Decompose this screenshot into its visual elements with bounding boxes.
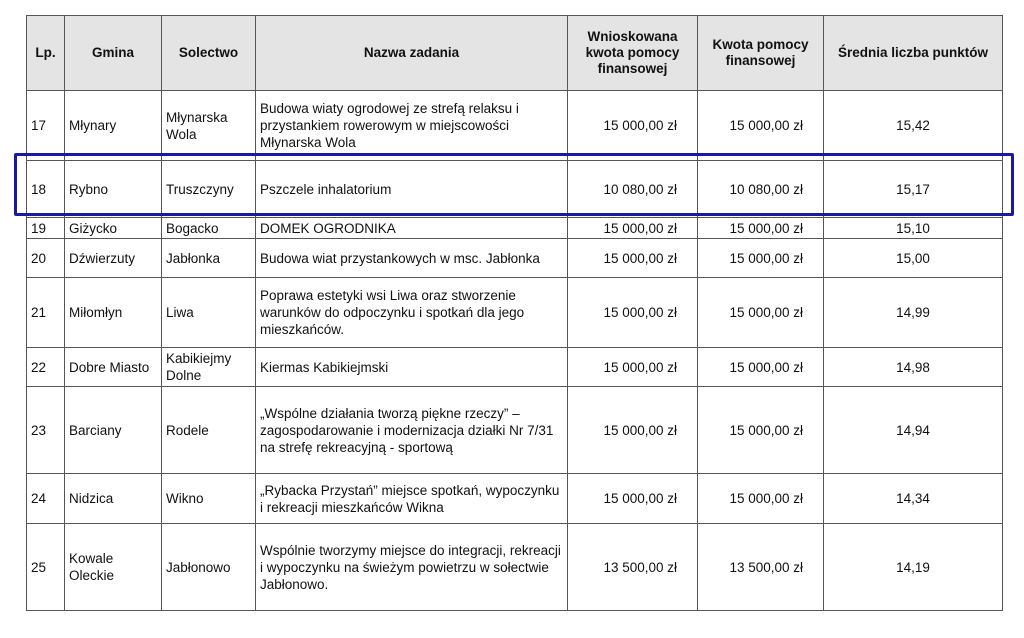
cell-gmina: Kowale Oleckie <box>65 524 162 611</box>
cell-zadanie: „Rybacka Przystań” miejsce spotkań, wypoczynku i rekreacji mieszkańców Wikna <box>256 474 568 524</box>
table-row <box>27 474 1003 524</box>
cell-gmina: Nidzica <box>65 474 162 524</box>
cell-wnioskowana: 13 500,00 zł <box>568 524 698 611</box>
cell-srednia: 15,10 <box>824 218 1003 239</box>
cell-zadanie: Budowa wiaty ogrodowej ze strefą relaksu i przystankiem rowerowym w miejscowości Młynarska Wola <box>256 91 568 161</box>
cell-zadanie: DOMEK OGRODNIKA <box>256 218 568 239</box>
cell-solectwo: Jabłonowo <box>162 524 256 611</box>
header-nazwa-zadania: Nazwa zadania <box>256 16 568 91</box>
header-lp: Lp. <box>27 16 65 91</box>
table-row <box>27 387 1003 474</box>
cell-lp: 22 <box>27 348 65 387</box>
cell-solectwo: Liwa <box>162 278 256 348</box>
cell-srednia: 15,17 <box>824 161 1003 218</box>
cell-kwota: 15 000,00 zł <box>698 387 824 474</box>
cell-kwota: 15 000,00 zł <box>698 91 824 161</box>
cell-solectwo: Truszczyny <box>162 161 256 218</box>
cell-wnioskowana: 15 000,00 zł <box>568 278 698 348</box>
cell-zadanie: Budowa wiat przystankowych w msc. Jabłonka <box>256 239 568 278</box>
cell-solectwo: Młynarska Wola <box>162 91 256 161</box>
cell-zadanie: Pszczele inhalatorium <box>256 161 568 218</box>
table-row <box>27 239 1003 278</box>
cell-gmina: Miłomłyn <box>65 278 162 348</box>
header-srednia-punktow: Średnia liczba punktów <box>824 16 1003 91</box>
cell-kwota: 15 000,00 zł <box>698 239 824 278</box>
cell-lp: 23 <box>27 387 65 474</box>
cell-gmina: Rybno <box>65 161 162 218</box>
cell-lp: 20 <box>27 239 65 278</box>
cell-srednia: 14,99 <box>824 278 1003 348</box>
funding-table <box>26 15 1003 611</box>
header-gmina: Gmina <box>65 16 162 91</box>
cell-lp: 17 <box>27 91 65 161</box>
cell-srednia: 15,00 <box>824 239 1003 278</box>
funding-table-sheet <box>26 15 1002 611</box>
cell-srednia: 14,98 <box>824 348 1003 387</box>
table-header-row <box>27 16 1003 91</box>
cell-lp: 25 <box>27 524 65 611</box>
cell-zadanie: Poprawa estetyki wsi Liwa oraz stworzenie warunków do odpoczynku i spotkań dla jego mieszkańców. <box>256 278 568 348</box>
cell-wnioskowana: 15 000,00 zł <box>568 387 698 474</box>
cell-wnioskowana: 15 000,00 zł <box>568 91 698 161</box>
cell-solectwo: Rodele <box>162 387 256 474</box>
cell-wnioskowana: 10 080,00 zł <box>568 161 698 218</box>
cell-zadanie: „Wspólne działania tworzą piękne rzeczy” – zagospodarowanie i modernizacja działki Nr 7/31 na strefę rekreacyjną - sportową <box>256 387 568 474</box>
header-solectwo: Solectwo <box>162 16 256 91</box>
cell-lp: 24 <box>27 474 65 524</box>
cell-zadanie: Wspólnie tworzymy miejsce do integracji, rekreacji i wypoczynku na świeżym powietrzu w sołectwie Jabłonowo. <box>256 524 568 611</box>
cell-kwota: 13 500,00 zł <box>698 524 824 611</box>
cell-lp: 18 <box>27 161 65 218</box>
cell-gmina: Młynary <box>65 91 162 161</box>
table-row <box>27 161 1003 218</box>
table-row <box>27 524 1003 611</box>
cell-lp: 21 <box>27 278 65 348</box>
cell-zadanie: Kiermas Kabikiejmski <box>256 348 568 387</box>
cell-kwota: 15 000,00 zł <box>698 348 824 387</box>
cell-kwota: 15 000,00 zł <box>698 474 824 524</box>
cell-gmina: Dobre Miasto <box>65 348 162 387</box>
cell-kwota: 15 000,00 zł <box>698 218 824 239</box>
cell-solectwo: Jabłonka <box>162 239 256 278</box>
header-wnioskowana-kwota: Wnioskowana kwota pomocy finansowej <box>568 16 698 91</box>
cell-solectwo: Kabikiejmy Dolne <box>162 348 256 387</box>
table-row <box>27 218 1003 239</box>
cell-srednia: 15,42 <box>824 91 1003 161</box>
cell-kwota: 10 080,00 zł <box>698 161 824 218</box>
cell-gmina: Dźwierzuty <box>65 239 162 278</box>
cell-lp: 19 <box>27 218 65 239</box>
table-row <box>27 91 1003 161</box>
table-row <box>27 348 1003 387</box>
header-kwota-pomocy: Kwota pomocy finansowej <box>698 16 824 91</box>
table-row <box>27 278 1003 348</box>
cell-solectwo: Bogacko <box>162 218 256 239</box>
cell-solectwo: Wikno <box>162 474 256 524</box>
cell-srednia: 14,94 <box>824 387 1003 474</box>
cell-kwota: 15 000,00 zł <box>698 278 824 348</box>
cell-wnioskowana: 15 000,00 zł <box>568 474 698 524</box>
cell-gmina: Barciany <box>65 387 162 474</box>
cell-wnioskowana: 15 000,00 zł <box>568 218 698 239</box>
cell-wnioskowana: 15 000,00 zł <box>568 239 698 278</box>
cell-srednia: 14,19 <box>824 524 1003 611</box>
cell-gmina: Giżycko <box>65 218 162 239</box>
cell-wnioskowana: 15 000,00 zł <box>568 348 698 387</box>
cell-srednia: 14,34 <box>824 474 1003 524</box>
